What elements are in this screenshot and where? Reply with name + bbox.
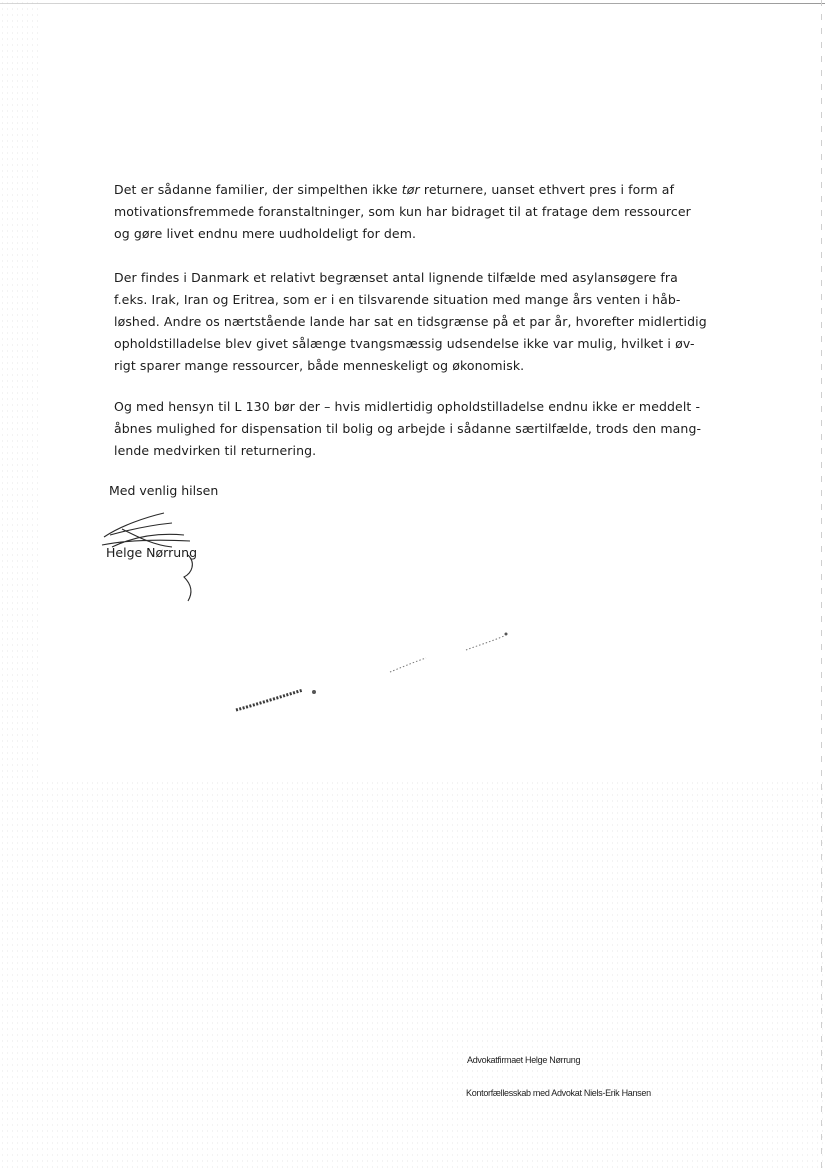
paragraph-3 — [114, 396, 704, 462]
signer-name: Helge Nørrung — [106, 545, 197, 560]
paragraph-text: returnere, uanset ethvert pres i form af — [419, 182, 675, 197]
scan-smudge — [386, 628, 516, 678]
footer-office-note: Kontorfællesskab med Advokat Niels-Erik Hansen — [466, 1088, 651, 1098]
footer-firm-name: Advokatfirmaet Helge Nørrung — [467, 1055, 581, 1065]
paragraph-line: Og med hensyn til L 130 bør der – hvis midlertidig opholdstilladelse endnu ikke er meddelt - — [114, 399, 701, 414]
scan-noise-area — [0, 780, 825, 1168]
paragraph-line: motivationsfremmede foranstaltninger, som kun har bidraget til at fratage dem ressourcer — [114, 204, 691, 219]
paragraph-text: Det er sådanne familier, der simpelthen ikke — [114, 182, 402, 197]
paragraph-line: lende medvirken til returnering. — [114, 443, 317, 458]
paragraph-line: opholdstilladelse blev givet sålænge tvangsmæssig udsendelse ikke var mulig, hvilket i øv- — [114, 336, 695, 351]
scan-top-edge — [0, 3, 825, 4]
paragraph-line: f.eks. Irak, Iran og Eritrea, som er i en tilsvarende situation med mange års venten i håb- — [114, 292, 681, 307]
closing-salutation: Med venlig hilsen — [109, 483, 219, 498]
paragraph-line: og gøre livet endnu mere uudholdeligt for dem. — [114, 226, 417, 241]
paragraph-1 — [114, 179, 704, 245]
paragraph-line: åbnes mulighed for dispensation til bolig og arbejde i sådanne særtilfælde, trods den mang- — [114, 421, 702, 436]
paragraph-line: løshed. Andre os nærtstående lande har sat en tidsgrænse på et par år, hvorefter midlertidig — [114, 314, 707, 329]
scan-smudge — [228, 684, 328, 714]
paragraph-line — [114, 179, 704, 201]
scan-noise-area — [0, 0, 40, 780]
paragraph-line: rigt sparer mange ressourcer, både menneskeligt og økonomisk. — [114, 358, 525, 373]
paragraph-line: Der findes i Danmark et relativt begrænset antal lignende tilfælde med asylansøgere fra — [114, 270, 678, 285]
emphasized-word: tør — [401, 182, 420, 197]
paragraph-2 — [114, 267, 707, 377]
